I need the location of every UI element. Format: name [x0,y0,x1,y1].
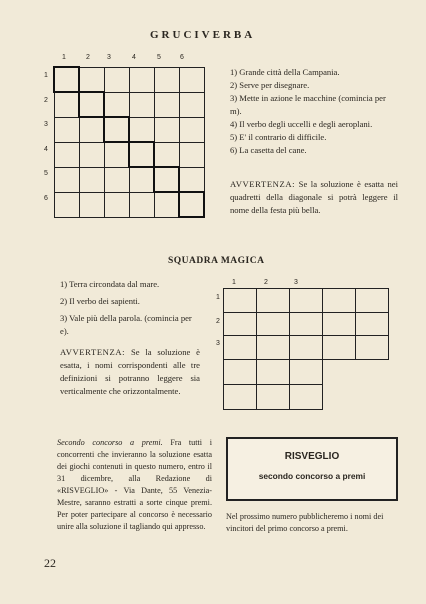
row-number: 6 [44,195,48,202]
grid-cell[interactable] [104,192,129,217]
cruciverba-clues [230,66,398,157]
clue-item: 3) Mette in azione le macchine (comincia per m). [230,93,386,116]
grid-cell[interactable] [54,67,79,92]
grid-cell[interactable] [104,67,129,92]
grid-cell[interactable] [129,167,154,192]
page-number: 22 [44,556,56,570]
clue-item: 1) Grande città della Campania. [230,67,340,77]
cruciverba-grid [53,66,205,218]
col-number: 1 [232,279,236,286]
col-number: 6 [180,54,184,61]
grid-cell[interactable] [179,92,204,117]
grid-cell[interactable] [323,336,356,360]
grid-cell[interactable] [154,67,179,92]
grid-cell[interactable] [323,289,356,313]
grid-cell[interactable] [257,336,290,360]
col-number: 2 [86,54,90,61]
col-number: 3 [107,54,111,61]
clue-item: 3) Vale più della parola. (comincia per e). [60,313,192,336]
contest-text-block [57,437,212,533]
squadra-magica-clues [60,278,200,338]
grid-cell[interactable] [154,117,179,142]
grid-cell[interactable] [179,67,204,92]
row-number: 4 [44,146,48,153]
grid-cell[interactable] [257,385,290,410]
grid-cell[interactable] [356,336,389,360]
grid-cell[interactable] [129,117,154,142]
grid-cell[interactable] [257,289,290,313]
grid-cell[interactable] [129,142,154,167]
grid-cell[interactable] [79,92,104,117]
clue-item: 1) Terra circondata dal mare. [60,279,160,289]
grid-cell[interactable] [290,385,323,410]
row-number: 2 [216,318,220,325]
grid-cell[interactable] [79,117,104,142]
row-number: 3 [44,121,48,128]
col-number: 5 [157,54,161,61]
coupon-box[interactable] [226,437,398,501]
winners-notice: Nel prossimo numero pubblicheremo i nomi dei vincitori del primo concorso a premi. [226,512,384,533]
cruciverba-warning [230,178,398,217]
grid-cell[interactable] [79,192,104,217]
row-number: 1 [216,294,220,301]
grid-cell[interactable] [224,360,257,385]
col-number: 4 [132,54,136,61]
grid-cell[interactable] [79,142,104,167]
clue-item: 2) Il verbo dei sapienti. [60,296,140,306]
coupon-subtitle: secondo concorso a premi [258,471,366,481]
grid-cell[interactable] [179,142,204,167]
grid-cell[interactable] [129,92,154,117]
clue-item: 2) Serve per disegnare. [230,80,310,90]
grid-cell[interactable] [179,167,204,192]
grid-cell[interactable] [154,92,179,117]
grid-cell[interactable] [79,67,104,92]
contest-text: Fra tutti i concorrenti che invieranno la soluzione esatta dei giochi contenuti in questo numero, entro il 31 dicembre, alla Redazione di «RISVEGLIO» - Via Dante, 55 Venezia-Mestre, saranno estratti a sorte cinque premi. Per poter partecipare al concorso è necessario unire alla soluzione il tagliando qui appresso. [57,438,212,531]
grid-cell[interactable] [290,289,323,313]
page-title: GRUCIVERBA [150,29,256,41]
row-number: 5 [44,170,48,177]
grid-cell[interactable] [290,312,323,336]
squadra-magica-grid-top [223,288,389,360]
grid-cell[interactable] [129,67,154,92]
grid-cell[interactable] [104,142,129,167]
squadra-magica-warning [60,346,200,398]
grid-cell[interactable] [104,117,129,142]
grid-cell[interactable] [356,289,389,313]
grid-cell[interactable] [224,385,257,410]
grid-cell[interactable] [154,142,179,167]
grid-cell[interactable] [224,289,257,313]
row-number: 2 [44,97,48,104]
row-number: 1 [44,72,48,79]
grid-cell[interactable] [224,336,257,360]
grid-cell[interactable] [323,312,356,336]
warning-text: Se la soluzione è esatta, i nomi corrispondenti alle tre definizioni si potranno leggere sia verticalmente che orizzontalmente. [60,347,200,396]
contest-lead: Secondo concorso a premi. [57,438,163,447]
col-number: 1 [62,54,66,61]
grid-cell[interactable] [257,360,290,385]
grid-cell[interactable] [129,192,154,217]
clue-item: 6) La casetta del cane. [230,145,307,155]
grid-cell[interactable] [290,336,323,360]
grid-cell[interactable] [54,92,79,117]
clue-item: 5) E' il contrario di difficile. [230,132,327,142]
grid-cell[interactable] [79,167,104,192]
grid-cell[interactable] [54,117,79,142]
warning-label: AVVERTENZA: [60,347,126,357]
grid-cell[interactable] [104,167,129,192]
clue-item: 4) Il verbo degli uccelli e degli aeroplani. [230,119,373,129]
squadra-magica-grid-bottom [223,359,323,410]
grid-cell[interactable] [290,360,323,385]
grid-cell[interactable] [154,167,179,192]
coupon-title: RISVEGLIO [284,451,340,462]
squadra-magica-heading: SQUADRA MAGICA [168,256,265,266]
grid-cell[interactable] [154,192,179,217]
warning-text: Se la soluzione è esatta nei quadretti della diagonale si potrà leggere il nome della festa più bella. [230,179,398,215]
grid-cell[interactable] [54,142,79,167]
grid-cell[interactable] [356,312,389,336]
grid-cell[interactable] [54,167,79,192]
grid-cell[interactable] [257,312,290,336]
col-number: 2 [264,279,268,286]
row-number: 3 [216,340,220,347]
warning-label: AVVERTENZA: [230,179,296,189]
col-number: 3 [294,279,298,286]
grid-cell[interactable] [54,192,79,217]
grid-cell[interactable] [179,192,204,217]
grid-cell[interactable] [224,312,257,336]
grid-cell[interactable] [104,92,129,117]
grid-cell[interactable] [179,117,204,142]
